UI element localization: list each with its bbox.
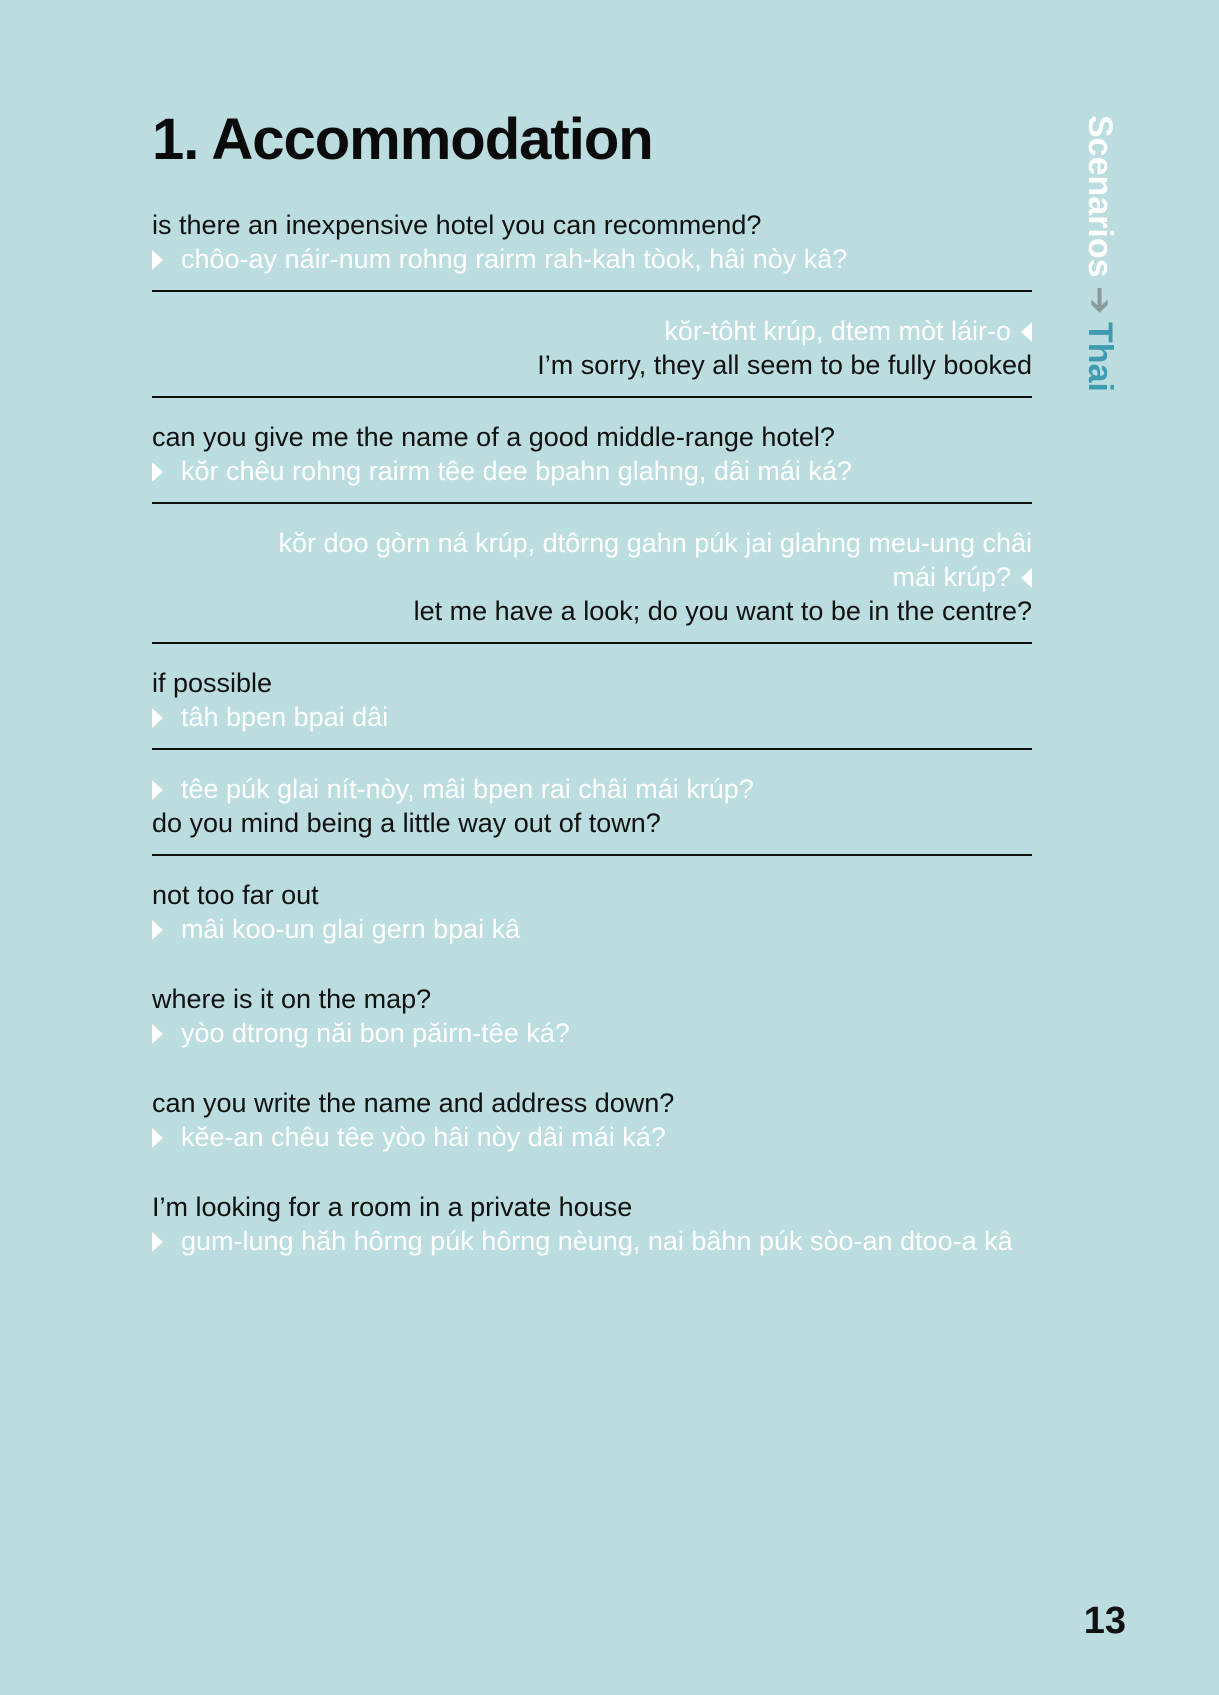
english-phrase: do you mind being a little way out of town? [152, 808, 661, 838]
english-phrase: not too far out [152, 880, 319, 910]
thai-phrase: kĕe-an chêu têe yòo hâi nòy dâi mái ká? [152, 1120, 1032, 1154]
phrase-entry [152, 208, 1032, 292]
play-right-icon [152, 920, 163, 940]
page-title: 1. Accommodation [152, 107, 653, 172]
thai-phrase-line-2: mái krúp? [152, 560, 1032, 594]
phrase-entry [152, 1086, 1032, 1168]
phrase-entry [152, 878, 1032, 960]
thai-phrase: têe púk glai nít-nòy, mâi bpen rai châi mái krúp? [152, 772, 1032, 806]
phrase-entry [152, 666, 1032, 750]
play-left-icon [1021, 568, 1032, 588]
play-left-icon [1021, 322, 1032, 342]
play-right-icon [152, 250, 163, 270]
thai-phrase: kŏr chêu rohng rairm têe dee bpahn glahng, dâi mái ká? [152, 454, 1032, 488]
play-right-icon [152, 1128, 163, 1148]
english-phrase: I’m sorry, they all seem to be fully booked [537, 350, 1032, 380]
phrase-entry [152, 526, 1032, 644]
section-label: Scenarios [1081, 115, 1119, 278]
play-right-icon [152, 1232, 163, 1252]
thai-phrase: yòo dtrong năi bon păirn-têe ká? [152, 1016, 1032, 1050]
english-phrase: where is it on the map? [152, 984, 432, 1014]
play-right-icon [152, 1024, 163, 1044]
english-phrase: can you give me the name of a good middle-range hotel? [152, 422, 835, 452]
thai-phrase: tâh bpen bpai dâi [152, 700, 1032, 734]
thai-phrase: gum-lung hăh hôrng púk hôrng nèung, nai bâhn púk sòo-an dtoo-a kâ [152, 1224, 1032, 1258]
play-right-icon [152, 708, 163, 728]
phrase-entry [152, 314, 1032, 398]
english-phrase: let me have a look; do you want to be in the centre? [413, 596, 1032, 626]
section-side-tab [1083, 115, 1117, 392]
phrase-page [152, 100, 1032, 1294]
phrase-entry [152, 1190, 1032, 1272]
page-number: 13 [1083, 1600, 1126, 1642]
english-phrase: if possible [152, 668, 273, 698]
phrase-entry [152, 420, 1032, 504]
play-right-icon [152, 780, 163, 800]
phrase-entry [152, 982, 1032, 1064]
english-phrase: is there an inexpensive hotel you can recommend? [152, 210, 762, 240]
english-phrase: I’m looking for a room in a private house [152, 1192, 633, 1222]
english-phrase: can you write the name and address down? [152, 1088, 675, 1118]
play-right-icon [152, 462, 163, 482]
thai-phrase-line-1: kŏr doo gòrn ná krúp, dtôrng gahn púk jai glahng meu-ung châi [278, 528, 1032, 558]
thai-phrase: kŏr-tôht krúp, dtem mòt láir-o [152, 314, 1032, 348]
thai-phrase: mâi koo-un glai gern bpai kâ [152, 912, 1032, 946]
phrase-entry [152, 772, 1032, 856]
thai-phrase: chôo-ay náir-num rohng rairm rah-kah tòok, hâi nòy kâ? [152, 242, 1032, 276]
arrow-icon: ➔ [1081, 285, 1119, 315]
language-label: Thai [1081, 322, 1119, 392]
